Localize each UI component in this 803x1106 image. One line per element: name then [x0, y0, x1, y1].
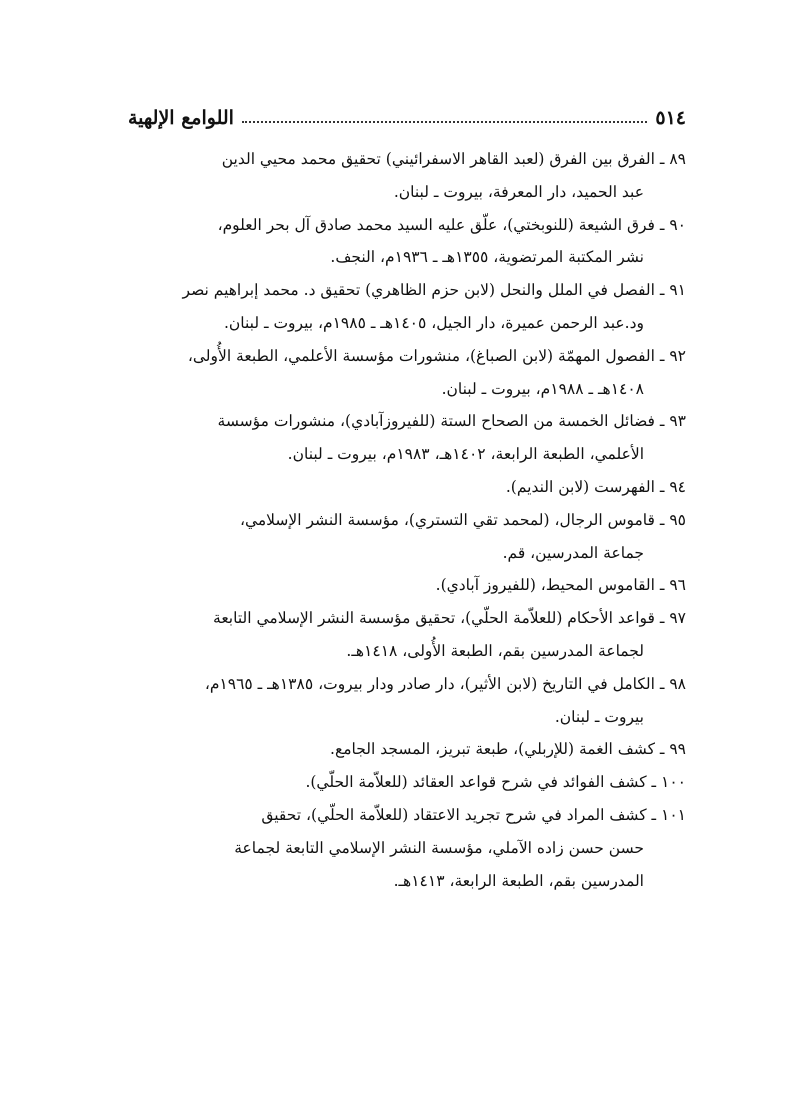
bibliography-entry-91 [128, 274, 686, 340]
entry-continuation: لجماعة المدرسين بقم، الطبعة الأُولى، ١٤١٨هـ. [346, 641, 644, 660]
bibliography-entry-99 [128, 733, 686, 766]
entry-first-line: ١٠١ ـ كشف المراد في شرح تجريد الاعتقاد (للعلاّمة الحلّي)، تحقيق [261, 805, 686, 824]
entry-first-line: ٩٤ ـ الفهرست (لابن النديم). [505, 477, 686, 496]
bibliography-entry-92 [128, 340, 686, 406]
entry-continuation: جماعة المدرسين، قم. [502, 543, 644, 562]
entry-continuation: عبد الحميد، دار المعرفة، بيروت ـ لبنان. [393, 182, 644, 201]
entry-first-line: ٩٩ ـ كشف الغمة (للإربلي)، طبعة تبريز، المسجد الجامع. [330, 740, 686, 759]
bibliography-entry-95 [128, 504, 686, 570]
page-header [128, 98, 686, 138]
running-title: اللوامع الإلهية [128, 107, 234, 129]
entry-first-line: ٨٩ ـ الفرق بين الفرق (لعبد القاهر الاسفرائيني) تحقيق محمد محيي الدين [221, 150, 686, 168]
entry-continuation: بيروت ـ لبنان. [554, 707, 644, 726]
bibliography-entry-97 [128, 602, 686, 668]
entry-continuation: نشر المكتبة المرتضوية، ١٣٥٥هـ ـ ١٩٣٦م، النجف. [330, 248, 644, 267]
entry-continuation: المدرسين بقم، الطبعة الرابعة، ١٤١٣هـ. [393, 871, 644, 890]
entry-first-line: ٩٦ ـ القاموس المحيط، (للفيروز آبادي). [435, 576, 686, 595]
entry-first-line: ٩٣ ـ فضائل الخمسة من الصحاح الستة (للفيروزآبادي)، منشورات مؤسسة [217, 412, 686, 431]
bibliography-entry-100 [128, 766, 686, 799]
entry-continuation: الأعلمي، الطبعة الرابعة، ١٤٠٢هـ، ١٩٨٣م، بيروت ـ لبنان. [287, 445, 644, 464]
entry-first-line: ٩٠ ـ فرق الشيعة (للنوبختي)، علّق عليه السيد محمد صادق آل بحر العلوم، [217, 215, 686, 234]
bibliography-list [128, 143, 686, 897]
bibliography-entry-90 [128, 209, 686, 275]
bibliography-entry-94 [128, 471, 686, 504]
entry-first-line: ٩٨ ـ الكامل في التاريخ (لابن الأثير)، دار صادر ودار بيروت، ١٣٨٥هـ ـ ١٩٦٥م، [204, 674, 686, 693]
entry-first-line: ٩٢ ـ الفصول المهمّة (لابن الصباغ)، منشورات مؤسسة الأعلمي، الطبعة الأُولى، [187, 346, 686, 365]
entry-continuation: حسن حسن زاده الآملي، مؤسسة النشر الإسلامي التابعة لجماعة [234, 838, 644, 857]
dotted-leader [242, 121, 647, 123]
bibliography-entry-98 [128, 668, 686, 734]
bibliography-entry-96 [128, 569, 686, 602]
entry-first-line: ٩٧ ـ قواعد الأحكام (للعلاّمة الحلّي)، تحقيق مؤسسة النشر الإسلامي التابعة [213, 609, 686, 628]
entry-first-line: ١٠٠ ـ كشف الفوائد في شرح قواعد العقائد (للعلاّمة الحلّي). [305, 773, 686, 792]
entry-continuation: ود.عبد الرحمن عميرة، دار الجيل، ١٤٠٥هـ ـ ١٩٨٥م، بيروت ـ لبنان. [223, 313, 644, 332]
entry-continuation: ١٤٠٨هـ ـ ١٩٨٨م، بيروت ـ لبنان. [441, 379, 644, 398]
entry-first-line: ٩٥ ـ قاموس الرجال، (لمحمد تقي التستري)، مؤسسة النشر الإسلامي، [239, 510, 686, 529]
entry-first-line: ٩١ ـ الفصل في الملل والنحل (لابن حزم الظاهري) تحقيق د. محمد إبراهيم نصر [182, 281, 686, 300]
bibliography-entry-89 [128, 143, 686, 209]
page-number: ٥١٤ [655, 107, 686, 129]
bibliography-entry-93 [128, 405, 686, 471]
bibliography-entry-101 [128, 799, 686, 897]
